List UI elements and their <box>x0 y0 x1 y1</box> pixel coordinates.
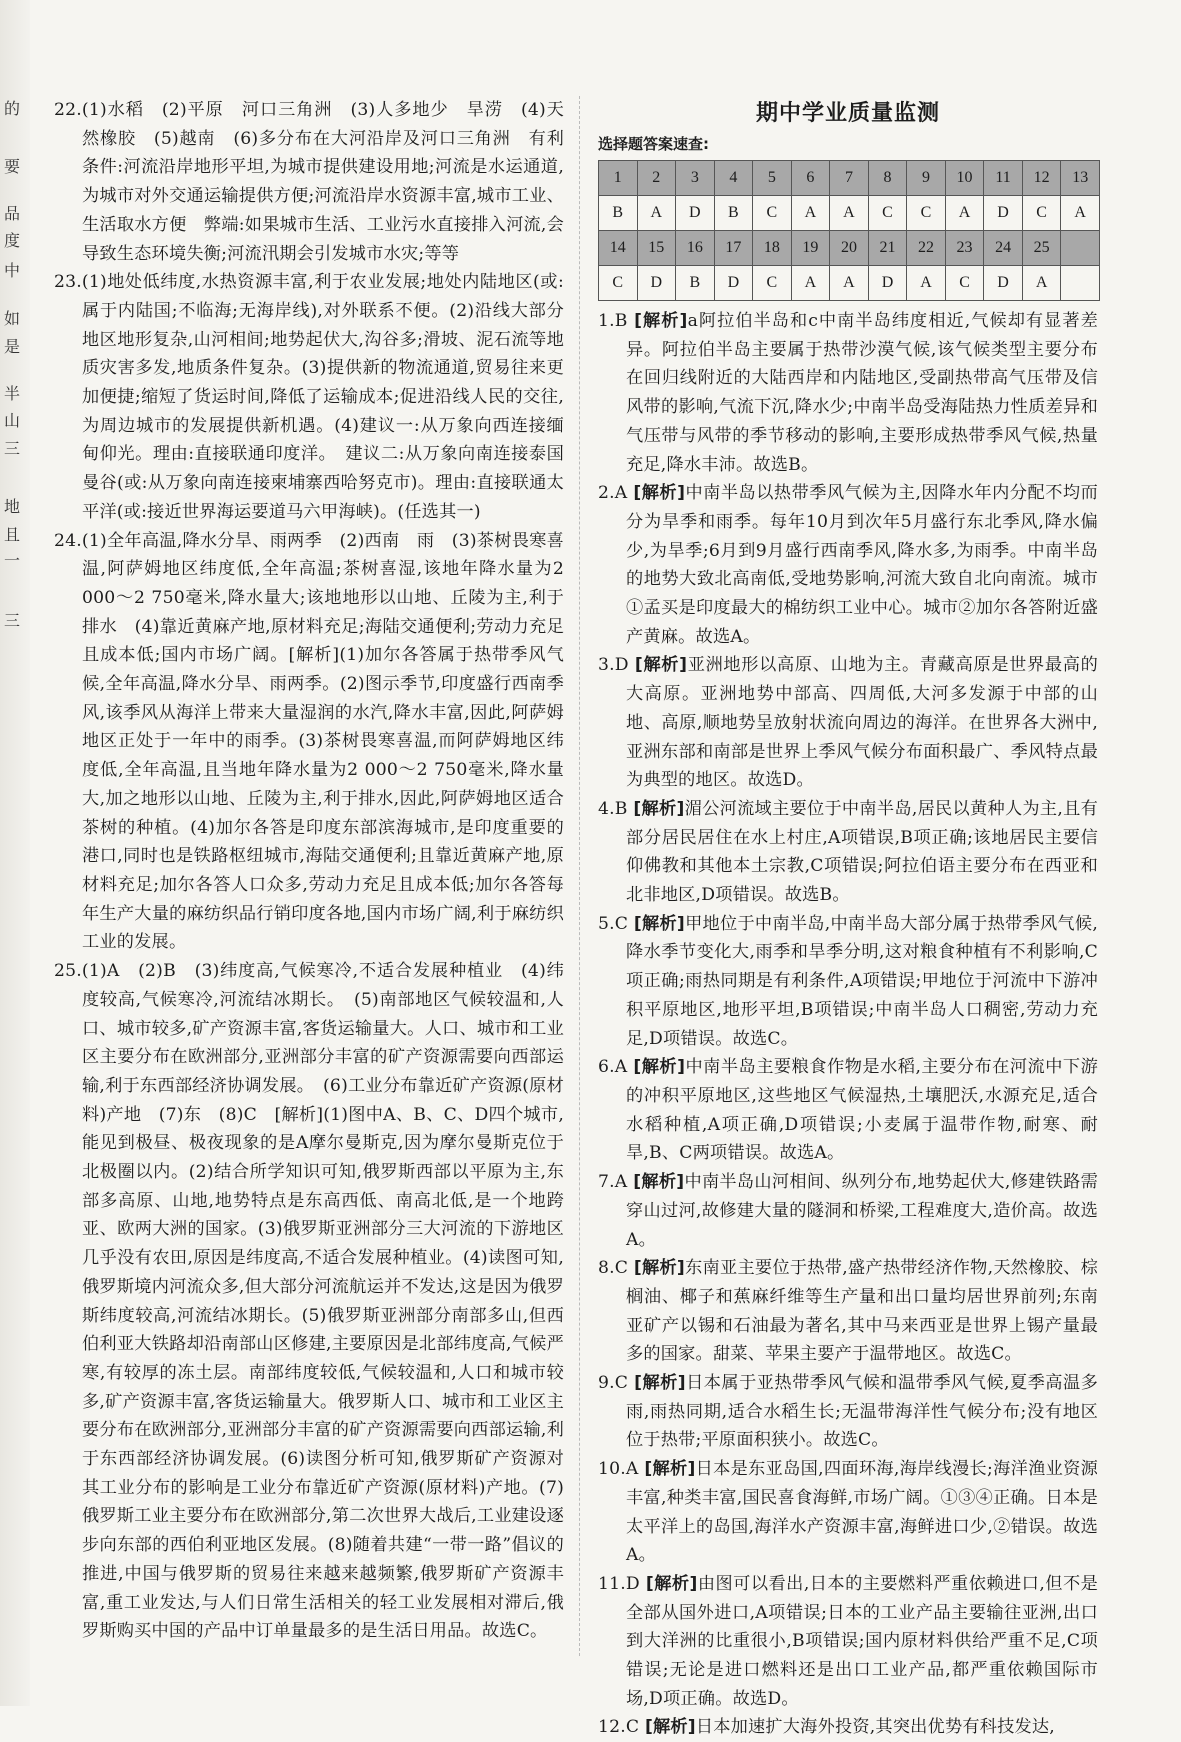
answer-cell: A <box>907 266 946 301</box>
answer-23: 23.(1)地处低纬度,水热资源丰富,利于农业发展;地处内陆地区(或:属于内陆国;不临海;无海岸线),对外联系不便。(2)沿线大部分地区地形复杂,山河相间;地势起伏大,沟谷多;滑坡、泥石流等地质灾害多发,地质条件复杂。(3)提供新的物流通道,贸易往来更加便捷;缩短了货运时间,降低了运输成本;促进沿线人民的交往,为周边城市的发展提供新机遇。(4)建议一:从万象向西连接缅甸仰光。理由:直接联通印度洋。 建议二:从万象向南连接泰国曼谷(或:从万象向南连接柬埔寨西哈努克市)。理由:直接联通太平洋(或:接近世界海运要道马六甲海峡)。(任选其一) <box>54 272 564 522</box>
explanation-tag: [解析] <box>634 1373 686 1394</box>
answer-table-answer-row <box>599 266 1100 301</box>
explanation-answer: 10.A <box>598 1459 639 1480</box>
right-column <box>598 96 1098 1742</box>
answer-cell: A <box>637 196 676 231</box>
strip-char: 要 <box>4 157 21 176</box>
explanation-answer: 11.D <box>598 1573 640 1594</box>
question-number-cell: 6 <box>791 161 830 196</box>
strip-char: 山 <box>4 411 21 430</box>
question-number-cell: 9 <box>907 161 946 196</box>
question-number-cell: 13 <box>1061 161 1100 196</box>
explanation-answer: 2.A <box>598 483 628 504</box>
answer-cell: C <box>868 196 907 231</box>
explanation-text: 日本是东亚岛国,四面环海,海岸线漫长;海洋渔业资源丰富,种类丰富,国民喜食海鲜,市场广阔。①③④正确。日本是太平洋上的岛国,海洋水产资源丰富,海鲜进口少,②错误。故选A。 <box>626 1459 1098 1566</box>
explanation-a11 <box>598 1570 1098 1714</box>
strip-char: 品 <box>4 204 21 223</box>
explanation-a12 <box>598 1713 1098 1742</box>
strip-char: 的 <box>4 99 21 118</box>
answer-cell: D <box>637 266 676 301</box>
question-number-cell: 7 <box>830 161 869 196</box>
explanation-answer: 12.C <box>598 1717 640 1738</box>
answer-cell <box>1061 266 1100 301</box>
strip-char: 半 <box>4 384 21 403</box>
answer-cell: B <box>676 266 715 301</box>
question-number-cell: 21 <box>868 231 907 266</box>
answer-24: 24.(1)全年高温,降水分旱、雨两季 (2)西南 雨 (3)茶树畏寒喜温,阿萨姆地区纬度低,全年高温;茶树喜湿,该地年降水量为2 000～2 750毫米,降水量大;该地地形以山地、丘陵为主,利于排水 (4)靠近黄麻产地,原材料充足;海陆交通便利;劳动力充足且成本低;国内市场广阔。[解析](1)加尔各答属于热带季风气候,全年高温,降水分旱、雨两季。(2)图示季节,印度盛行西南季风,该季风从海洋上带来大量湿润的水汽,降水丰富,因此,阿萨姆地区正处于一年中的雨季。(3)茶树畏寒喜温,而阿萨姆地区纬度低,全年高温,且当地年降水量为2 000～2 750毫米,降水量大,加之地形以山地、丘陵为主,利于排水,因此,阿萨姆地区适合茶树的种植。(4)加尔各答是印度东部滨海城市,是印度重要的港口,同时也是铁路枢纽城市,海陆交通便利;且靠近黄麻产地,原材料充足;加尔各答人口众多,劳动力充足且成本低;加尔各答每年生产大量的麻纺织品行销印度各地,国内市场广阔,利于麻纺织工业的发展。 <box>54 530 564 953</box>
explanation-a4 <box>598 795 1098 910</box>
explanation-a10 <box>598 1455 1098 1570</box>
explanation-tag: [解析] <box>634 655 688 676</box>
answer-cell: B <box>714 196 753 231</box>
strip-char: 如 <box>4 309 21 328</box>
question-number-cell: 23 <box>945 231 984 266</box>
question-number-cell: 12 <box>1022 161 1061 196</box>
explanation-text: 日本属于亚热带季风气候和温带季风气候,夏季高温多雨,雨热同期,适合水稻生长;无温带海洋性气候分布;没有地区位于热带;平原面积狭小。故选C。 <box>626 1373 1099 1451</box>
explanation-tag: [解析] <box>644 1717 696 1738</box>
question-number-cell: 20 <box>830 231 869 266</box>
explanation-answer: 7.A <box>598 1172 628 1193</box>
quick-answer-label: 选择题答案速查: <box>598 135 709 153</box>
explanation-answer: 4.B <box>598 798 628 819</box>
explanation-a7 <box>598 1168 1098 1254</box>
question-number-cell: 25 <box>1022 231 1061 266</box>
answer-table-number-row <box>599 231 1100 266</box>
explanation-tag: [解析] <box>633 1057 686 1078</box>
question-number-cell <box>1061 231 1100 266</box>
answer-cell: A <box>791 196 830 231</box>
column-divider <box>579 96 581 1656</box>
answer-cell: D <box>868 266 907 301</box>
explanation-text: 中南半岛主要粮食作物是水稻,主要分布在河流中下游的冲积平原地区,这些地区气候湿热,土壤肥沃,水源充足,适合水稻种植,A项正确,D项错误;小麦属于温带作物,耐寒、耐旱,B、C两项错误。故选A。 <box>626 1057 1098 1164</box>
explanation-tag: [解析] <box>644 1459 696 1480</box>
explanation-a8 <box>598 1254 1098 1369</box>
strip-char: 且 <box>4 525 21 544</box>
explanation-a2 <box>598 479 1098 651</box>
explanation-list <box>598 307 1098 1742</box>
explanation-answer: 1.B <box>598 311 628 331</box>
strip-char: 一 <box>4 551 21 570</box>
explanation-tag: [解析] <box>633 798 685 819</box>
question-number-cell: 2 <box>637 161 676 196</box>
question-number-cell: 1 <box>599 161 638 196</box>
explanation-a9 <box>598 1369 1098 1455</box>
explanation-text: 湄公河流域主要位于中南半岛,居民以黄种人为主,且有部分居民居住在水上村庄,A项错误,B项正确;该地居民主要信仰佛教和其他本土宗教,C项错误;阿拉伯语主要分布在西亚和北非地区,D项错误。故选B。 <box>626 798 1098 906</box>
question-number-cell: 4 <box>714 161 753 196</box>
explanation-tag: [解析] <box>633 1172 685 1193</box>
strip-char: 三 <box>4 611 21 630</box>
left-column <box>54 96 564 1646</box>
answer-cell: D <box>676 196 715 231</box>
strip-char: 地 <box>4 497 21 516</box>
answer-table <box>598 160 1100 301</box>
explanation-text: 中南半岛以热带季风气候为主,因降水年内分配不均而分为旱季和雨季。每年10月到次年5月盛行东北季风,降水偏少,为旱季;6月到9月盛行西南季风,降水多,为雨季。中南半岛的地势大致北高南低,受地势影响,河流大致自北向南流。城市①孟买是印度最大的棉纺织工业中心。城市②加尔各答附近盛产黄麻。故选A。 <box>626 483 1098 647</box>
explanation-a6 <box>598 1053 1098 1168</box>
answer-cell: A <box>1022 266 1061 301</box>
explanation-answer: 9.C <box>598 1373 629 1394</box>
question-number-cell: 16 <box>676 231 715 266</box>
answer-cell: D <box>984 266 1023 301</box>
answer-22: 22.(1)水稻 (2)平原 河口三角洲 (3)人多地少 旱涝 (4)天然橡胶 (5)越南 (6)多分布在大河沿岸及河口三角洲 有利条件:河流沿岸地形平坦,为城市提供建设用地;河流是水运通道,为城市对外交通运输提供方便;河流沿岸水资源丰富,城市工业、生活取水方便 弊端:如果城市生活、工业污水直接排入河流,会导致生态环境失衡;河流汛期会引发城市水灾;等等 <box>54 100 564 264</box>
answer-cell: B <box>599 196 638 231</box>
explanation-answer: 6.A <box>598 1057 628 1078</box>
question-number-cell: 24 <box>984 231 1023 266</box>
explanation-tag: [解析] <box>633 913 685 934</box>
answer-25: 25.(1)A (2)B (3)纬度高,气候寒冷,不适合发展种植业 (4)纬度较高,气候寒冷,河流结冰期长。 (5)南部地区气候较温和,人口、城市较多,矿产资源丰富,客货运输量大。人口、城市和工业区主要分布在欧洲部分,亚洲部分丰富的矿产资源需要向西部运输,利于东西部经济协调发展。 (6)工业分布靠近矿产资源(原材料)产地 (7)东 (8)C [解析](1)图中A、B、C、D四个城市,能见到极昼、极夜现象的是A摩尔曼斯克,因为摩尔曼斯克位于北极圈以内。(2)结合所学知识可知,俄罗斯西部以平原为主,东部多高原、山地,地势特点是东高西低、南高北低,是一个地跨亚、欧两大洲的国家。(3)俄罗斯亚洲部分三大河流的下游地区几乎没有农田,原因是纬度高,不适合发展种植业。(4)读图可知,俄罗斯境内河流众多,但大部分河流航运并不发达,这是因为俄罗斯纬度较高,河流结冰期长。(5)俄罗斯亚洲部分南部多山,但西伯利亚大铁路却沿南部山区修建,主要原因是北部纬度高,气候严寒,有较厚的冻土层。南部纬度较低,气候较温和,人口和城市较多,矿产资源丰富,客货运输量大。俄罗斯人口、城市和工业区主要分布在欧洲部分,亚洲部分丰富的矿产资源需要向西部运输,利于东西部经济协调发展。(6)读图分析可知,俄罗斯矿产资源对其工业分布的影响是工业分布靠近矿产资源(原材料)产地。(7)俄罗斯工业主要分布在欧洲部分,第二次世界大战后,工业建设逐步向东部的西伯利亚地区发展。(8)随着共建“一带一路”倡议的推进,中国与俄罗斯的贸易往来越来越频繁,俄罗斯矿产资源丰富,重工业发达,与人们日常生活相关的轻工业发展相对滞后,俄罗斯购买中国的产品中订单量最多的是生活日用品。故选C。 <box>54 961 564 1642</box>
answer-cell: C <box>945 266 984 301</box>
answer-cell: A <box>945 196 984 231</box>
explanation-tag: [解析] <box>633 1258 685 1279</box>
answer-cell: C <box>599 266 638 301</box>
answer-cell: C <box>753 196 792 231</box>
strip-char: 三 <box>4 439 21 458</box>
question-number-cell: 8 <box>868 161 907 196</box>
explanation-text: 由图可以看出,日本的主要燃料严重依赖进口,但不是全部从国外进口,A项错误;日本的工业产品主要输往亚洲,出口到大洋洲的比重很小,B项错误;国内原材料供给严重不足,C项错误;无论是进口燃料还是出口工业产品,都严重依赖国际市场,D项正确。故选D。 <box>626 1573 1098 1709</box>
answer-cell: D <box>714 266 753 301</box>
explanation-answer: 8.C <box>598 1258 629 1279</box>
explanation-text: 东南亚主要位于热带,盛产热带经济作物,天然橡胶、棕榈油、椰子和蕉麻纤维等生产量和出口量均居世界前列;东南亚矿产以锡和石油最为著名,其中马来西亚是世界上锡产量最多的国家。甜菜、苹果主要产于温带地区。故选C。 <box>626 1258 1098 1365</box>
strip-char: 是 <box>4 337 21 356</box>
answer-cell: A <box>791 266 830 301</box>
strip-char: 度 <box>4 231 21 250</box>
explanation-a3 <box>598 651 1098 795</box>
strip-char: 中 <box>4 261 21 280</box>
explanation-a5 <box>598 910 1098 1054</box>
question-number-cell: 15 <box>637 231 676 266</box>
explanation-text: 中南半岛山河相间、纵列分布,地势起伏大,修建铁路需穿山过河,故修建大量的隧洞和桥梁,工程难度大,造价高。故选A。 <box>626 1172 1098 1250</box>
question-number-cell: 19 <box>791 231 830 266</box>
answer-cell: A <box>1061 196 1100 231</box>
explanation-tag: [解析] <box>645 1573 698 1594</box>
question-number-cell: 17 <box>714 231 753 266</box>
explanation-tag: [解析] <box>633 483 686 504</box>
answer-table-number-row <box>599 161 1100 196</box>
question-number-cell: 18 <box>753 231 792 266</box>
explanation-a1 <box>598 307 1098 479</box>
answer-cell: C <box>753 266 792 301</box>
question-number-cell: 14 <box>599 231 638 266</box>
previous-page-edge <box>0 0 30 1706</box>
answer-cell: D <box>984 196 1023 231</box>
answer-cell: A <box>830 196 869 231</box>
answer-cell: C <box>907 196 946 231</box>
answer-table-answer-row <box>599 196 1100 231</box>
explanation-answer: 5.C <box>598 913 629 934</box>
explanation-tag: [解析] <box>634 311 688 331</box>
question-number-cell: 5 <box>753 161 792 196</box>
explanation-text: 甲地位于中南半岛,中南半岛大部分属于热带季风气候,降水季节变化大,雨季和旱季分明,这对粮食种植有不利影响,C项正确;雨热同期是有利条件,A项错误;甲地位于河流中下游冲积平原地区,地形平坦,B项错误;中南半岛人口稠密,劳动力充足,D项错误。故选C。 <box>626 913 1098 1049</box>
question-number-cell: 11 <box>984 161 1023 196</box>
answer-cell: C <box>1022 196 1061 231</box>
answer-cell: A <box>830 266 869 301</box>
section-title: 期中学业质量监测 <box>755 101 940 126</box>
question-number-cell: 10 <box>945 161 984 196</box>
explanation-text: a阿拉伯半岛和c中南半岛纬度相近,气候却有显著差异。阿拉伯半岛主要属于热带沙漠气候,该气候类型主要分布在回归线附近的大陆西岸和内陆地区,受副热带高气压带及信风带的影响,气流下沉,降水少;中南半岛受海陆热力性质差异和气压带与风带的季节移动的影响,主要形成热带季风气候,热量充足,降水丰沛。故选B。 <box>626 311 1099 475</box>
question-number-cell: 3 <box>676 161 715 196</box>
explanation-answer: 3.D <box>598 655 629 676</box>
question-number-cell: 22 <box>907 231 946 266</box>
explanation-text: 日本加速扩大海外投资,其突出优势有科技发达, <box>695 1717 1055 1738</box>
explanation-text: 亚洲地形以高原、山地为主。青藏高原是世界最高的大高原。亚洲地势中部高、四周低,大河多发源于中部的山地、高原,顺地势呈放射状流向周边的海洋。在世界各大洲中,亚洲东部和南部是世界上季风气候分布面积最广、季风特点最为典型的地区。故选D。 <box>626 655 1098 791</box>
